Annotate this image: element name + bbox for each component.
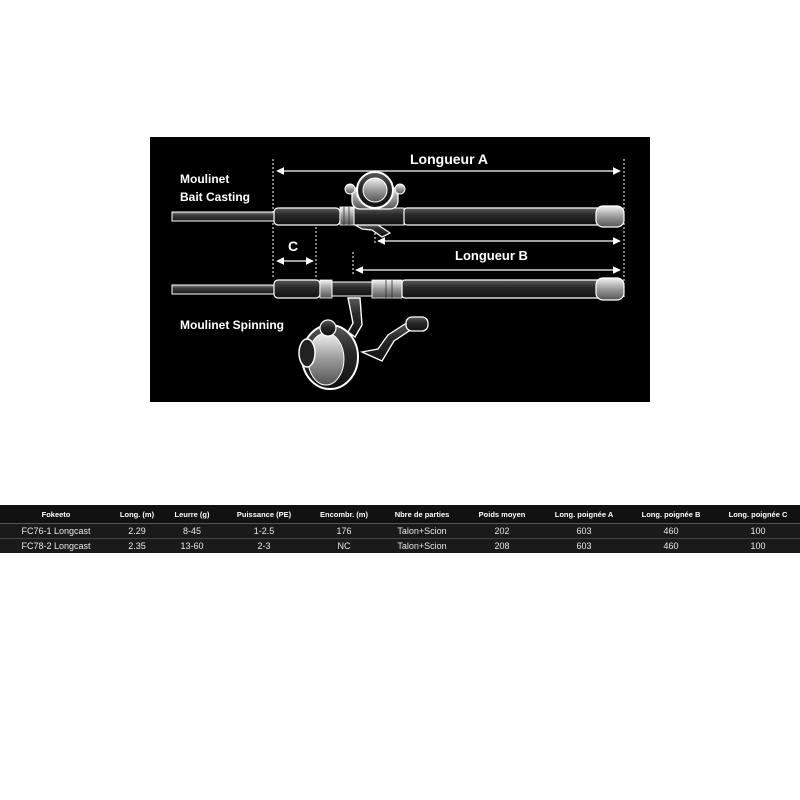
table-cell: 208 bbox=[462, 539, 542, 554]
table-cell: 100 bbox=[716, 524, 800, 539]
header-cell: Leurre (g) bbox=[162, 505, 222, 524]
table-cell: 460 bbox=[626, 539, 716, 554]
table-cell: 1-2.5 bbox=[222, 524, 306, 539]
baitcasting-rod bbox=[172, 172, 624, 237]
spec-table bbox=[0, 505, 800, 553]
table-row bbox=[0, 524, 800, 539]
header-cell: Nbre de parties bbox=[382, 505, 462, 524]
header-cell: Puissance (PE) bbox=[222, 505, 306, 524]
table-cell: 8-45 bbox=[162, 524, 222, 539]
baitcasting-label-line2: Bait Casting bbox=[180, 190, 251, 204]
table-cell: 2-3 bbox=[222, 539, 306, 554]
table-cell: FC76-1 Longcast bbox=[0, 524, 112, 539]
table-row bbox=[0, 539, 800, 554]
table-cell: FC78-2 Longcast bbox=[0, 539, 112, 554]
rod-dimension-diagram bbox=[150, 137, 650, 402]
header-cell: Fokeeto bbox=[0, 505, 112, 524]
table-cell: 2.35 bbox=[112, 539, 162, 554]
table-cell: 603 bbox=[542, 524, 626, 539]
header-cell: Poids moyen bbox=[462, 505, 542, 524]
baitcasting-reel bbox=[345, 172, 405, 237]
length-a-label: Longueur A bbox=[410, 151, 489, 167]
spec-table-grid bbox=[0, 505, 800, 553]
table-header-row bbox=[0, 505, 800, 524]
header-cell: Long. (m) bbox=[112, 505, 162, 524]
table-cell: 460 bbox=[626, 524, 716, 539]
header-cell: Encombr. (m) bbox=[306, 505, 382, 524]
table-cell: 13-60 bbox=[162, 539, 222, 554]
header-cell: Long. poignée C bbox=[716, 505, 800, 524]
spinning-reel bbox=[299, 298, 428, 389]
spinning-rod bbox=[172, 278, 624, 389]
table-cell: 603 bbox=[542, 539, 626, 554]
table-cell: 2.29 bbox=[112, 524, 162, 539]
table-cell: 176 bbox=[306, 524, 382, 539]
table-cell: NC bbox=[306, 539, 382, 554]
table-cell: 100 bbox=[716, 539, 800, 554]
diagram-svg bbox=[150, 137, 650, 402]
baitcasting-label-line1: Moulinet bbox=[180, 172, 230, 186]
table-cell: Talon+Scion bbox=[382, 539, 462, 554]
spinning-label: Moulinet Spinning bbox=[180, 318, 284, 332]
length-c-label: C bbox=[288, 238, 299, 254]
header-cell: Long. poignée A bbox=[542, 505, 626, 524]
table-cell: 202 bbox=[462, 524, 542, 539]
header-cell: Long. poignée B bbox=[626, 505, 716, 524]
table-cell: Talon+Scion bbox=[382, 524, 462, 539]
length-b-label: Longueur B bbox=[455, 248, 528, 263]
